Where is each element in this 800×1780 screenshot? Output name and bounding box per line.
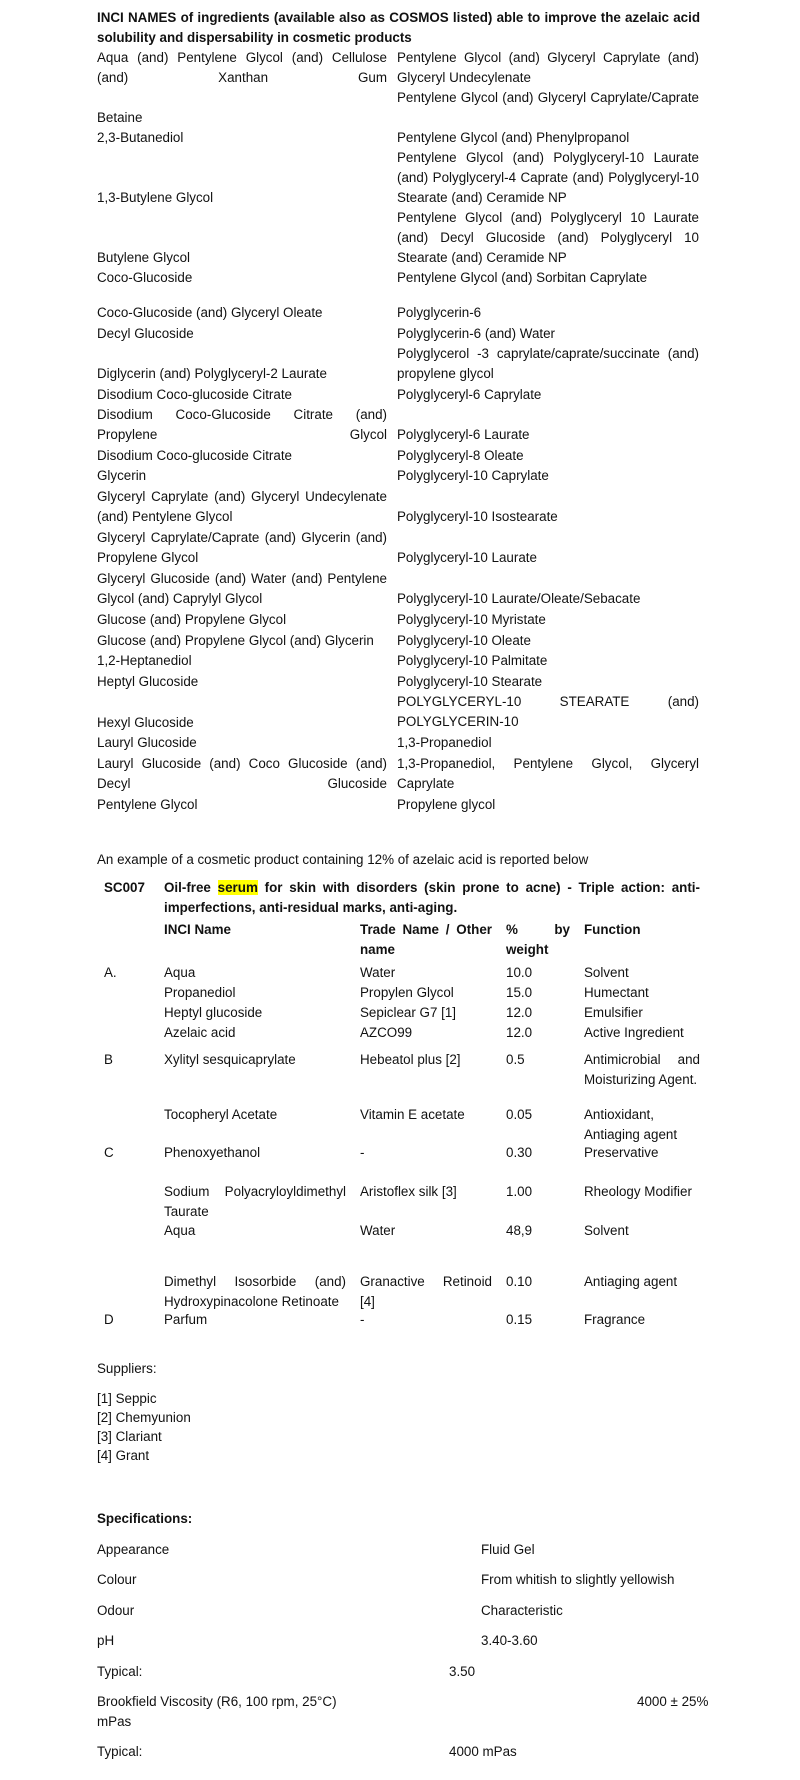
row-inci: Phenoxyethanol <box>164 1145 261 1160</box>
inci-left-item: Coco-Glucoside (and) Glyceryl Oleate <box>97 305 323 320</box>
row-trade: Granactive Retinoid [4] <box>360 1274 492 1309</box>
row-trade: Aristoflex silk [3] <box>360 1184 457 1199</box>
spec-value: Characteristic <box>481 1603 563 1618</box>
formula-title-after: for skin with disorders (skin prone to acne) - Triple action: anti-imperfections, anti-residual marks, anti-aging. <box>164 880 700 915</box>
row-function: Antiaging agent <box>584 1274 678 1289</box>
inci-right-item: Polyglycerin-6 <box>397 305 482 320</box>
row-percent: 1.00 <box>506 1184 533 1199</box>
spec-name: Typical: <box>97 1744 143 1759</box>
row-inci: Xylityl sesquicaprylate <box>164 1052 296 1067</box>
supplier-item: [2] Chemyunion <box>97 1410 191 1425</box>
inci-left-item: Disodium Coco-glucoside Citrate <box>97 387 292 402</box>
row-phase: C <box>104 1145 114 1160</box>
inci-right-item: Pentylene Glycol (and) Glyceryl Caprylate/Caprate <box>397 90 699 105</box>
inci-left-item: Hexyl Glucoside <box>97 715 194 730</box>
spec-value: Fluid Gel <box>481 1542 535 1557</box>
inci-right-item: Pentylene Glycol (and) Glyceryl Caprylate (and) Glyceryl Undecylenate <box>397 50 699 85</box>
inci-right-item: Polyglyceryl-8 Oleate <box>397 448 524 463</box>
inci-right-item: Pentylene Glycol (and) Polyglyceryl-10 Laurate (and) Polyglyceryl-4 Caprate (and) Polyglyceryl-10 Stearate (and) Ceramide NP <box>397 150 699 205</box>
row-inci: Propanediol <box>164 985 236 1000</box>
row-percent: 0.05 <box>506 1107 533 1122</box>
inci-left-item: Aqua (and) Pentylene Glycol (and) Cellulose (and) Xanthan Gum <box>97 50 387 85</box>
row-phase: D <box>104 1312 114 1327</box>
inci-left-item: Glyceryl Glucoside (and) Water (and) Pentylene Glycol (and) Caprylyl Glycol <box>97 571 387 606</box>
row-function: Solvent <box>584 1223 629 1238</box>
spec-name: pH <box>97 1633 115 1648</box>
row-phase: B <box>104 1052 113 1067</box>
inci-right-item: Polyglyceryl-10 Stearate <box>397 674 543 689</box>
spec-name: Colour <box>97 1572 137 1587</box>
row-trade: Hebeatol plus [2] <box>360 1052 461 1067</box>
row-function: Humectant <box>584 985 649 1000</box>
example-intro: An example of a cosmetic product containing 12% of azelaic acid is reported below <box>97 852 589 867</box>
spec-name: Appearance <box>97 1542 170 1557</box>
row-inci: Sodium Polyacryloyldimethyl Taurate <box>164 1184 346 1219</box>
row-phase: A. <box>104 965 117 980</box>
inci-right-item: Pentylene Glycol (and) Phenylpropanol <box>397 130 630 145</box>
inci-left-item: Coco-Glucoside <box>97 270 193 285</box>
inci-left-item: Butylene Glycol <box>97 250 191 265</box>
inci-left-item: Decyl Glucoside <box>97 326 194 341</box>
inci-right-item: Polyglyceryl-6 Caprylate <box>397 387 542 402</box>
row-percent: 12.0 <box>506 1005 533 1020</box>
row-percent: 48,9 <box>506 1223 533 1238</box>
row-function: Active Ingredient <box>584 1025 684 1040</box>
inci-left-item: Glyceryl Caprylate (and) Glyceryl Undecylenate (and) Pentylene Glycol <box>97 489 387 524</box>
row-inci: Parfum <box>164 1312 208 1327</box>
row-function: Emulsifier <box>584 1005 643 1020</box>
spec-name: Odour <box>97 1603 135 1618</box>
spec-value: From whitish to slightly yellowish <box>481 1572 675 1587</box>
inci-left-item: Lauryl Glucoside <box>97 735 197 750</box>
section-heading: INCI NAMES of ingredients (available also as COSMOS listed) able to improve the azelaic acid solubility and dispersability in cosmetic products <box>97 10 700 45</box>
header-inci: INCI Name <box>164 922 231 937</box>
inci-right-item: Polyglycerin-6 (and) Water <box>397 326 556 341</box>
formula-title-before: Oil-free <box>164 880 218 895</box>
inci-right-item: Polyglyceryl-10 Isostearate <box>397 509 558 524</box>
inci-left-item: Pentylene Glycol <box>97 797 198 812</box>
spec-value: 4000 mPas <box>449 1744 517 1759</box>
inci-left-item: 1,2-Heptanediol <box>97 653 192 668</box>
inci-right-item: Polyglyceryl-6 Laurate <box>397 427 530 442</box>
formula-title-highlight: serum <box>217 880 258 895</box>
row-inci: Heptyl glucoside <box>164 1005 263 1020</box>
header-function: Function <box>584 922 641 937</box>
inci-right-item: Propylene glycol <box>397 797 496 812</box>
inci-left-item: Disodium Coco-glucoside Citrate <box>97 448 292 463</box>
inci-left-item: Glycerin <box>97 468 147 483</box>
inci-left-item: Disodium Coco-Glucoside Citrate (and) Propylene Glycol <box>97 407 387 442</box>
inci-right-item: POLYGLYCERYL-10 STEARATE (and) POLYGLYCERIN-10 <box>397 694 699 729</box>
inci-left-item: Glyceryl Caprylate/Caprate (and) Glycerin (and) Propylene Glycol <box>97 530 387 565</box>
row-inci: Aqua <box>164 965 196 980</box>
inci-right-item: 1,3-Propanediol <box>397 735 492 750</box>
row-function: Rheology Modifier <box>584 1184 692 1199</box>
inci-right-item: Polyglyceryl-10 Oleate <box>397 633 531 648</box>
inci-right-item: Polyglyceryl-10 Myristate <box>397 612 546 627</box>
supplier-item: [3] Clariant <box>97 1429 162 1444</box>
formula-code: SC007 <box>104 880 145 895</box>
inci-left-item: Diglycerin (and) Polyglyceryl-2 Laurate <box>97 366 327 381</box>
row-percent: 12.0 <box>506 1025 533 1040</box>
header-percent: % by weight <box>506 922 570 957</box>
row-trade: - <box>360 1312 365 1327</box>
suppliers-label: Suppliers: <box>97 1361 157 1376</box>
row-percent: 10.0 <box>506 965 533 980</box>
row-trade: Propylen Glycol <box>360 985 454 1000</box>
row-inci: Aqua <box>164 1223 196 1238</box>
inci-right-item: Polyglyceryl-10 Laurate <box>397 550 537 565</box>
inci-left-item: Heptyl Glucoside <box>97 674 199 689</box>
spec-value: 3.40-3.60 <box>481 1633 538 1648</box>
spec-name: Brookfield Viscosity (R6, 100 rpm, 25°C) mPas <box>97 1694 337 1729</box>
inci-right-item: 1,3-Propanediol, Pentylene Glycol, Glyceryl Caprylate <box>397 756 699 791</box>
spec-value: 4000 ± 25% <box>637 1694 709 1709</box>
row-function: Antimicrobial and Moisturizing Agent. <box>584 1052 700 1087</box>
row-function: Antioxidant, Antiaging agent <box>584 1107 678 1142</box>
inci-right-item: Pentylene Glycol (and) Sorbitan Caprylate <box>397 270 648 285</box>
spec-name: Typical: <box>97 1664 143 1679</box>
row-trade: Water <box>360 965 396 980</box>
row-trade: Vitamin E acetate <box>360 1107 465 1122</box>
inci-right-item: Pentylene Glycol (and) Polyglyceryl 10 Laurate (and) Decyl Glucoside (and) Polyglyceryl 10 Stearate (and) Ceramide NP <box>397 210 699 265</box>
row-function: Fragrance <box>584 1312 646 1327</box>
inci-right-item: Polyglyceryl-10 Laurate/Oleate/Sebacate <box>397 591 641 606</box>
inci-left-item: Lauryl Glucoside (and) Coco Glucoside (and) Decyl Glucoside <box>97 756 387 791</box>
row-function: Solvent <box>584 965 629 980</box>
row-inci: Tocopheryl Acetate <box>164 1107 278 1122</box>
specifications-label: Specifications: <box>97 1511 193 1526</box>
row-percent: 0.10 <box>506 1274 533 1289</box>
row-percent: 0.30 <box>506 1145 533 1160</box>
inci-left-item: Betaine <box>97 110 143 125</box>
inci-right-item: Polyglyceryl-10 Caprylate <box>397 468 549 483</box>
supplier-item: [4] Grant <box>97 1448 150 1463</box>
row-percent: 15.0 <box>506 985 533 1000</box>
row-trade: Water <box>360 1223 396 1238</box>
row-percent: 0.5 <box>506 1052 525 1067</box>
formula-title <box>164 878 700 918</box>
row-trade: - <box>360 1145 365 1160</box>
header-trade: Trade Name / Other name <box>360 922 492 957</box>
row-inci: Azelaic acid <box>164 1025 236 1040</box>
inci-left-item: Glucose (and) Propylene Glycol (and) Glycerin <box>97 633 374 648</box>
row-inci: Dimethyl Isosorbide (and) Hydroxypinacolone Retinoate <box>164 1274 346 1309</box>
row-trade: AZCO99 <box>360 1025 413 1040</box>
inci-left-item: 1,3-Butylene Glycol <box>97 190 214 205</box>
row-function: Preservative <box>584 1145 659 1160</box>
spec-value: 3.50 <box>449 1664 476 1679</box>
row-trade: Sepiclear G7 [1] <box>360 1005 457 1020</box>
supplier-item: [1] Seppic <box>97 1391 157 1406</box>
row-percent: 0.15 <box>506 1312 533 1327</box>
inci-right-item: Polyglycerol -3 caprylate/caprate/succinate (and) propylene glycol <box>397 346 699 381</box>
inci-left-item: Glucose (and) Propylene Glycol <box>97 612 287 627</box>
inci-right-item: Polyglyceryl-10 Palmitate <box>397 653 548 668</box>
inci-left-item: 2,3-Butanediol <box>97 130 184 145</box>
